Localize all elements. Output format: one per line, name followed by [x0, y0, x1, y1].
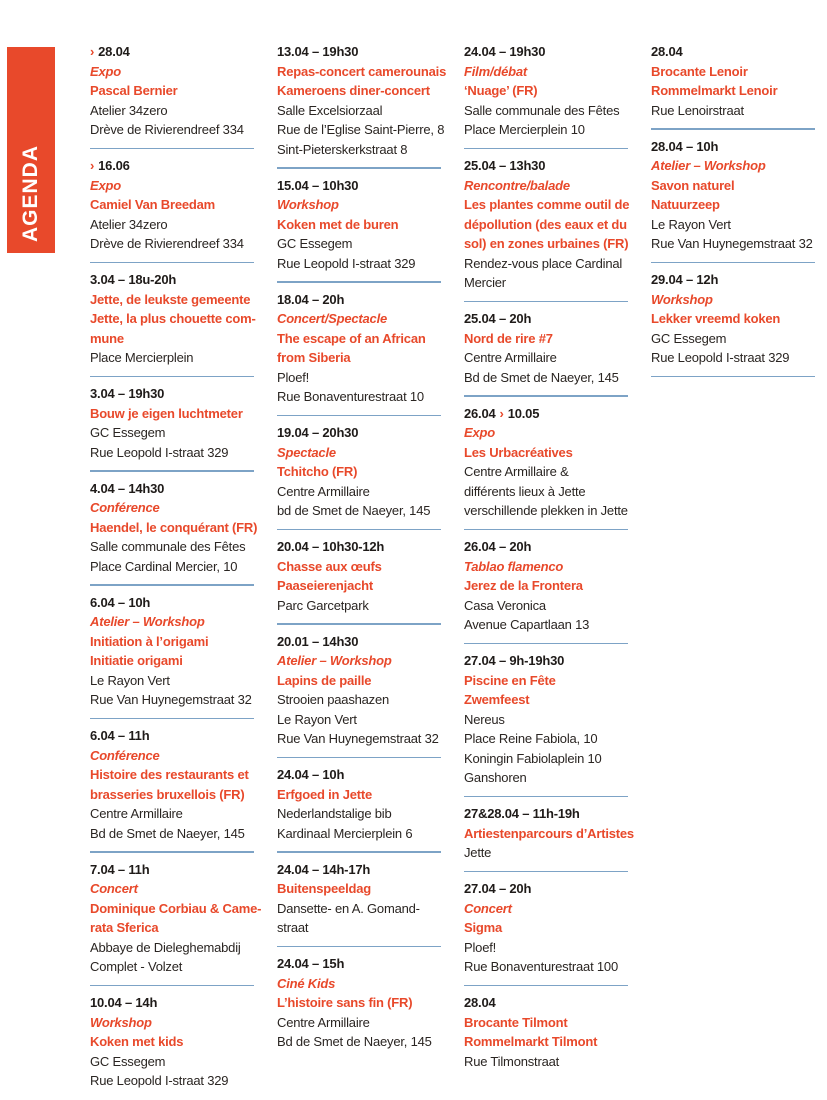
event-date-text: 13.04 – 19h30 [277, 44, 359, 59]
event-detail-line: verschillende plekken in Jette [464, 503, 628, 518]
event-detail-line: Salle communale des Fêtes [90, 539, 246, 554]
event-date [277, 290, 441, 310]
event-detail-line: Place Reine Fabiola, 10 [464, 731, 598, 746]
event-detail-line: Strooien paashazen [277, 692, 390, 707]
agenda-event [464, 156, 628, 293]
event-title-line: Jette, de leukste gemeente [90, 291, 251, 307]
event-title-line: Histoire des restaurants et [90, 767, 249, 782]
separator-line [464, 985, 628, 987]
event-date-text: 4.04 – 14h30 [90, 480, 165, 496]
chevron-icon: › [90, 158, 95, 173]
event-date [90, 156, 254, 176]
event-detail-line: Atelier 34zero [90, 216, 168, 232]
event-date [90, 479, 254, 499]
separator-line [464, 871, 628, 873]
event-title-line: Brocante Lenoir [651, 63, 748, 79]
agenda-event [464, 879, 628, 977]
event-title-line: Erfgoed in Jette [277, 786, 373, 802]
separator-line [651, 128, 815, 130]
event-title-line: Koken met kids [90, 1034, 184, 1049]
event-title-line: dépollution (des eaux et du [464, 216, 627, 232]
event-title-line: brasseries bruxellois (FR) [90, 786, 245, 802]
event-date-text: 3.04 – 18u-20h [90, 272, 177, 287]
event-detail-line: Place Mercierplein 10 [464, 122, 585, 137]
separator-line [90, 376, 254, 378]
agenda-event [277, 42, 447, 159]
event-category: Concert/Spectacle [277, 311, 388, 326]
separator-line [90, 718, 254, 720]
event-detail-line: Centre Armillaire [277, 483, 370, 499]
event-detail-line: Rue Van Huynegemstraat 32 [90, 692, 252, 707]
agenda-event [90, 860, 262, 977]
event-detail-line: Rue de l’Eglise Saint-Pierre, 8 [277, 122, 445, 137]
agenda-event [90, 384, 254, 462]
event-date [90, 384, 254, 404]
event-title-line: Rommelmarkt Lenoir [651, 83, 778, 98]
event-title-line: The escape of an African [277, 330, 426, 346]
event-category: Workshop [651, 291, 713, 307]
event-date-text: 28.04 [98, 44, 130, 59]
agenda-event [277, 954, 441, 1052]
event-title-line: Nord de rire #7 [464, 330, 553, 346]
separator-line [277, 851, 441, 853]
event-date-text: 27.04 – 9h-19h30 [464, 653, 565, 668]
agenda-event [464, 993, 628, 1071]
event-category: Spectacle [277, 444, 336, 460]
event-title-line: mune [90, 330, 124, 346]
event-title-line: Chasse aux œufs [277, 558, 382, 574]
event-category: Atelier – Workshop [277, 653, 392, 668]
event-date-text: 27&28.04 – 11h-19h [464, 806, 580, 821]
event-category: Ciné Kids [277, 975, 336, 991]
agenda-banner [7, 47, 55, 253]
event-detail-line: Nederlandstalige bib [277, 806, 392, 821]
event-detail-line: Ganshoren [464, 770, 527, 785]
event-detail-line: Rendez-vous place Cardinal [464, 255, 623, 271]
event-detail-line: différents lieux à Jette [464, 483, 586, 499]
event-title-line: Pascal Bernier [90, 83, 178, 98]
event-detail-line: Parc Garcetpark [277, 597, 369, 613]
separator-line [90, 148, 254, 150]
event-detail-line: Abbaye de Dieleghemabdij [90, 939, 241, 955]
event-title-line: Les plantes comme outil de [464, 197, 630, 212]
event-detail-line: Le Rayon Vert [90, 672, 170, 688]
agenda-event [90, 42, 254, 140]
event-date-text: 3.04 – 19h30 [90, 386, 165, 401]
event-title-line: sol) en zones urbaines (FR) [464, 236, 629, 251]
separator-line [90, 985, 254, 987]
event-title-line: Artiestenparcours d’Artistes [464, 825, 634, 841]
event-category: Concert [90, 881, 138, 896]
event-detail-line: bd de Smet de Naeyer, 145 [277, 503, 431, 518]
event-detail-line: Bd de Smet de Naeyer, 145 [277, 1034, 432, 1049]
agenda-event [464, 804, 634, 863]
separator-line [277, 281, 441, 283]
event-detail-line: Ploef! [464, 939, 497, 955]
event-detail-line: Salle communale des Fêtes [464, 102, 620, 118]
event-detail-line: Complet - Volzet [90, 959, 183, 974]
event-title-line: Tchitcho (FR) [277, 464, 358, 479]
event-detail-line: Jette [464, 845, 492, 860]
event-date-text: 28.04 [464, 995, 496, 1010]
agenda-column [464, 42, 634, 1091]
event-detail-line: Rue Van Huynegemstraat 32 [277, 731, 439, 746]
event-category: Conférence [90, 500, 160, 515]
separator-line [464, 148, 628, 150]
event-date-text: 19.04 – 20h30 [277, 425, 359, 440]
event-title-line: rata Sferica [90, 920, 159, 935]
agenda-event [651, 137, 815, 254]
agenda-banner-label: AGENDA [19, 144, 42, 242]
event-date [651, 42, 815, 62]
event-date [277, 765, 441, 785]
event-date-text: 10.04 – 14h [90, 995, 158, 1010]
event-detail-line: Centre Armillaire [277, 1014, 370, 1030]
event-date-text: 20.04 – 10h30-12h [277, 539, 385, 554]
agenda-event [90, 593, 254, 710]
agenda-event [651, 270, 815, 368]
event-title-line: Initiatie origami [90, 653, 183, 668]
event-detail-line: Kardinaal Mercierplein 6 [277, 825, 413, 841]
event-detail-line: Drève de Rivierendreef 334 [90, 122, 244, 137]
event-detail-line: Rue Leopold I-straat 329 [277, 255, 416, 271]
agenda-column [277, 42, 447, 1091]
separator-line [277, 757, 441, 759]
event-date [277, 954, 441, 974]
event-date-text: 26.04 – 20h [464, 539, 532, 554]
agenda-event [464, 42, 628, 140]
agenda-column [651, 42, 815, 1091]
event-detail-line: Rue Lenoirstraat [651, 102, 744, 118]
agenda-event [90, 726, 254, 843]
event-detail-line: Avenue Capartlaan 13 [464, 617, 590, 632]
event-date-text: 24.04 – 19h30 [464, 44, 546, 59]
event-detail-line: GC Essegem [90, 425, 166, 440]
event-title-line: Buitenspeeldag [277, 881, 371, 896]
event-detail-line: Bd de Smet de Naeyer, 145 [464, 369, 619, 385]
event-date-text: 25.04 – 13h30 [464, 158, 546, 173]
event-date [651, 137, 815, 157]
agenda-event [464, 404, 628, 521]
event-date [277, 537, 441, 557]
event-title-line: Repas-concert camerounais [277, 63, 447, 79]
agenda-event [277, 860, 441, 938]
event-date-text: 25.04 – 20h [464, 311, 532, 326]
event-date [464, 651, 628, 671]
event-category: Rencontre/balade [464, 177, 570, 193]
event-date [90, 270, 254, 290]
event-title-line: Lapins de paille [277, 672, 372, 688]
event-title-line: Bouw je eigen luchtmeter [90, 405, 243, 421]
event-title-line: Initiation à l’origami [90, 633, 209, 649]
event-category: Conférence [90, 747, 160, 763]
event-category: Workshop [90, 1014, 152, 1030]
event-detail-line: GC Essegem [651, 330, 727, 346]
separator-line [277, 529, 441, 531]
agenda-event [277, 537, 441, 615]
agenda-event [277, 632, 441, 749]
event-date [651, 270, 815, 290]
event-date [90, 593, 254, 613]
event-date [464, 309, 628, 329]
event-detail-line: GC Essegem [277, 236, 353, 251]
event-title-line: Camiel Van Breedam [90, 197, 216, 212]
event-detail-line: straat [277, 920, 309, 935]
event-date-text: 28.04 – 10h [651, 138, 719, 154]
event-title-line: Kameroens diner-concert [277, 83, 430, 98]
event-title-line: Brocante Tilmont [464, 1014, 568, 1030]
agenda-event [90, 479, 258, 577]
event-date-text: 6.04 – 11h [90, 728, 150, 743]
event-detail-line: Sint-Pieterskerkstraat 8 [277, 141, 408, 157]
event-detail-line: Atelier 34zero [90, 102, 168, 118]
agenda-event [277, 176, 441, 274]
event-detail-line: Nereus [464, 711, 505, 727]
event-category: Expo [464, 425, 495, 440]
event-date [464, 879, 628, 899]
separator-line [277, 167, 441, 169]
event-date [464, 156, 628, 176]
event-date-text: 24.04 – 14h-17h [277, 861, 371, 877]
event-date-text: 16.06 [98, 158, 130, 173]
event-detail-line: Rue Leopold I-straat 329 [90, 444, 229, 460]
event-detail-line: GC Essegem [90, 1053, 166, 1069]
event-date [277, 42, 441, 62]
event-detail-line: Place Mercierplein [90, 350, 194, 365]
separator-line [277, 415, 441, 417]
event-detail-line: Salle Excelsiorzaal [277, 102, 383, 118]
event-date-text: 27.04 – 20h [464, 881, 532, 896]
separator-line [464, 643, 628, 645]
event-date [90, 42, 254, 62]
event-date [277, 176, 441, 196]
event-title-line: Les Urbacréatives [464, 444, 573, 460]
event-date-text: 29.04 – 12h [651, 272, 719, 287]
event-title-line: Sigma [464, 920, 503, 935]
separator-line [90, 470, 254, 472]
separator-line [464, 301, 628, 303]
event-date-text: 20.01 – 14h30 [277, 633, 359, 649]
agenda-column [90, 42, 262, 1091]
event-title-line: Jette, la plus chouette com- [90, 311, 256, 326]
event-date [277, 632, 441, 652]
event-date [464, 804, 628, 824]
event-date-text: 24.04 – 15h [277, 956, 345, 971]
event-category: Atelier – Workshop [651, 158, 766, 173]
agenda-event [651, 42, 815, 120]
event-date [90, 993, 254, 1013]
event-date [464, 537, 628, 557]
event-detail-line: Casa Veronica [464, 597, 546, 613]
event-title-line: Lekker vreemd koken [651, 311, 781, 326]
event-title-line: Piscine en Fête [464, 672, 556, 688]
event-date [464, 404, 628, 424]
event-date-text: 6.04 – 10h [90, 594, 151, 610]
event-detail-line: Rue Leopold I-straat 329 [90, 1073, 229, 1088]
agenda-event [277, 290, 441, 407]
separator-line [651, 376, 815, 378]
agenda-event [464, 651, 628, 788]
event-detail-line: Rue Bonaventurestraat 100 [464, 959, 618, 974]
event-detail-line: Drève de Rivierendreef 334 [90, 236, 244, 251]
event-title-line: Dominique Corbiau & Came- [90, 900, 262, 916]
event-category: Expo [90, 63, 121, 79]
event-category: Expo [90, 177, 121, 193]
event-title-line: L’histoire sans fin (FR) [277, 995, 413, 1010]
event-title-line: Koken met de buren [277, 216, 399, 232]
agenda-event [464, 537, 628, 635]
event-detail-line: Place Cardinal Mercier, 10 [90, 558, 238, 574]
event-title-line: Rommelmarkt Tilmont [464, 1034, 598, 1049]
event-date-text: 15.04 – 10h30 [277, 177, 359, 193]
event-detail-line: Ploef! [277, 369, 310, 385]
event-detail-line: Centre Armillaire [464, 350, 557, 365]
separator-line [464, 529, 628, 531]
event-category: Workshop [277, 197, 339, 212]
event-category: Atelier – Workshop [90, 614, 205, 629]
separator-line [90, 584, 254, 586]
event-detail-line: Centre Armillaire [90, 806, 183, 821]
separator-line [90, 851, 254, 853]
event-date-text: 10.05 [507, 405, 540, 421]
event-category: Film/débat [464, 63, 528, 79]
chevron-icon: › [90, 44, 95, 59]
event-detail-line: Centre Armillaire & [464, 464, 569, 479]
agenda-event [277, 423, 441, 521]
event-date [464, 993, 628, 1013]
event-title-line: Savon naturel [651, 177, 735, 193]
event-date-text: 18.04 – 20h [277, 291, 345, 307]
chevron-icon: › [499, 405, 504, 421]
event-category: Concert [464, 900, 512, 916]
event-title-line: Zwemfeest [464, 692, 530, 707]
event-detail-line: Le Rayon Vert [651, 216, 731, 232]
event-detail-line: Rue Bonaventurestraat 10 [277, 389, 424, 404]
event-detail-line: Mercier [464, 275, 506, 290]
separator-line [90, 262, 254, 264]
event-title-line: Jerez de la Frontera [464, 578, 583, 593]
event-detail-line: Rue Tilmonstraat [464, 1053, 560, 1069]
event-date-text: 7.04 – 11h [90, 861, 150, 877]
event-date [277, 423, 441, 443]
event-title-line: Natuurzeep [651, 197, 720, 212]
agenda-event [90, 270, 254, 368]
event-date [90, 860, 254, 880]
event-detail-line: Rue Van Huynegemstraat 32 [651, 236, 813, 251]
agenda-event [90, 156, 254, 254]
event-detail-line: Dansette- en A. Gomand- [277, 900, 420, 916]
event-detail-line: Le Rayon Vert [277, 711, 357, 727]
separator-line [651, 262, 815, 264]
event-title-line: ‘Nuage’ (FR) [464, 83, 538, 98]
separator-line [277, 623, 441, 625]
event-category: Tablao flamenco [464, 558, 564, 574]
event-title-line: Paaseierenjacht [277, 578, 374, 593]
event-title-line: from Siberia [277, 350, 351, 365]
event-date [277, 860, 441, 880]
agenda-columns [90, 42, 815, 1091]
agenda-event [464, 309, 628, 387]
event-date [464, 42, 628, 62]
event-detail-line: Koningin Fabiolaplein 10 [464, 750, 602, 766]
agenda-event [277, 765, 441, 843]
event-date-text: 24.04 – 10h [277, 767, 345, 782]
agenda-event [90, 993, 254, 1091]
event-detail-line: Rue Leopold I-straat 329 [651, 350, 790, 365]
event-date [90, 726, 254, 746]
separator-line [464, 395, 628, 397]
separator-line [277, 946, 441, 948]
event-title-line: Haendel, le conquérant (FR) [90, 519, 258, 535]
event-detail-line: Bd de Smet de Naeyer, 145 [90, 825, 245, 841]
event-date-text: 26.04 [464, 405, 496, 421]
separator-line [464, 796, 628, 798]
event-date-text: 28.04 [651, 44, 683, 59]
